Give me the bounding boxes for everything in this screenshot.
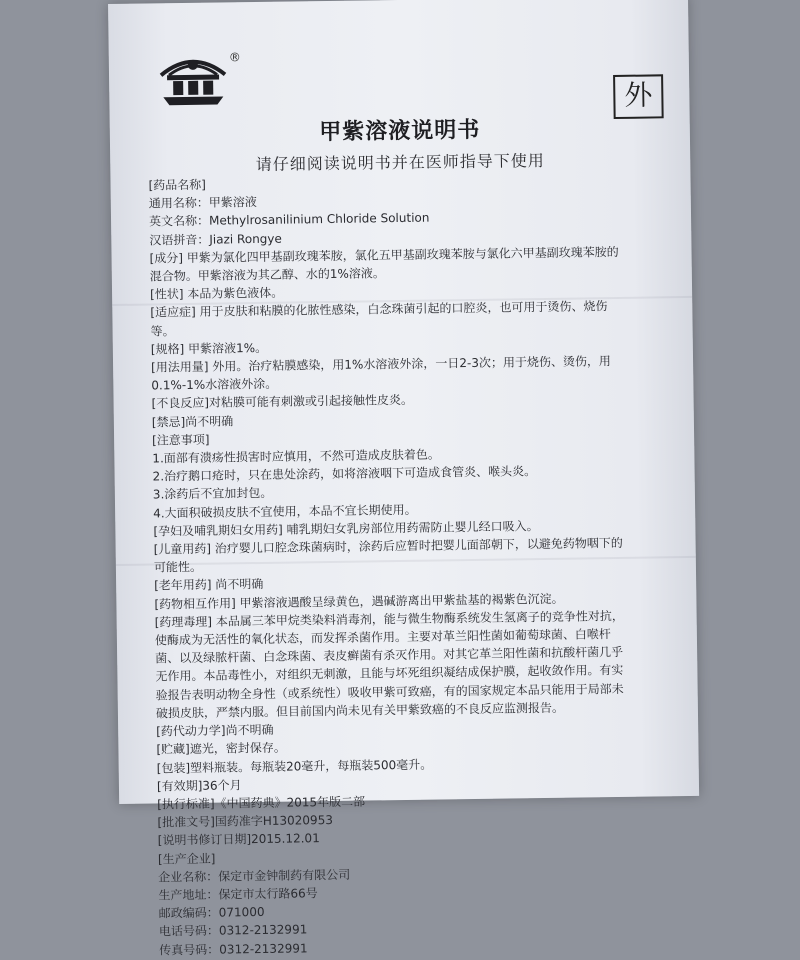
text-line: 企业名称：保定市金钟制药有限公司 [158, 867, 351, 885]
text-line: [批准文号]国药准字H13020953 [157, 813, 334, 830]
text-line: [执行标准]《中国药典》2015年版二部 [157, 794, 366, 812]
text-line: [成分] 甲紫为氯化四甲基副玫瑰苯胺，氯化五甲基副玫瑰苯胺与氯化六甲基副玫瑰苯胺的 [149, 244, 619, 266]
text-line: [适应症] 用于皮肤和粘膜的化脓性感染，白念珠菌引起的口腔炎，也可用于烫伤、烧伤 [150, 299, 608, 320]
text-line: 0.1%-1%水溶液外涂。 [151, 376, 278, 393]
text-line: 破损皮肤，严禁内服。但目前国内尚未见有关甲紫致癌的不良反应监测报告。 [155, 700, 565, 721]
text-line: [老年用药] 尚不明确 [154, 577, 264, 593]
text-line: [有效期]36个月 [156, 777, 242, 794]
text-line: 汉语拼音：Jiazi Rongye [149, 231, 282, 248]
text-line: 4.大面积破损皮肤不宜使用，本品不宜长期使用。 [153, 502, 417, 521]
instruction-leaflet [108, 0, 699, 957]
text-line: [药品名称] [148, 177, 207, 193]
page-title: 甲紫溶液说明书 [319, 117, 481, 146]
text-line: [不良反应]对粘膜可能有刺激或引起接触性皮炎。 [151, 393, 414, 411]
text-line: [用法用量] 外用。治疗粘膜感染，用1%水溶液外涂，一日2-3次；用于烧伤、烫伤，用 [151, 354, 611, 375]
text-line: [注意事项] [152, 432, 210, 448]
text-line: 传真号码：0312-2132991 [159, 940, 308, 957]
text-line: 混合物。甲紫溶液为其乙醇、水的1%溶液。 [149, 266, 385, 284]
text-line: 通用名称：甲紫溶液 [148, 195, 257, 211]
text-line: 使酶成为无活性的氧化状态，而发挥杀菌作用。主要对革兰阳性菌如葡萄球菌、白喉杆 [154, 627, 611, 648]
text-line: [药代动力学]尚不明确 [156, 722, 274, 739]
registered-mark: ® [228, 50, 241, 65]
text-line: 验报告表明动物全身性（或系统性）吸收甲紫可致癌，有的国家规定本品只能用于局部未 [155, 681, 624, 703]
text-line: 电话号码：0312-2132991 [158, 922, 308, 939]
company-logo [157, 44, 230, 107]
text-line: [孕妇及哺乳期妇女用药] 哺乳期妇女乳房部位用药需防止婴儿经口吸入。 [153, 518, 539, 539]
text-line: [禁忌]尚不明确 [151, 413, 234, 430]
text-line: [包装]塑料瓶装。每瓶装20毫升，每瓶装500毫升。 [156, 757, 433, 775]
text-line: [生产企业] [157, 851, 216, 866]
text-line: 英文名称：Methylrosanilinium Chloride Solution [148, 210, 430, 229]
text-line: [规格] 甲紫溶液1%。 [150, 340, 268, 357]
text-line: 菌、以及绿脓杆菌、白念珠菌、表皮癣菌有杀灭作用。对其它革兰阳性菌和抗酸杆菌几乎 [155, 645, 624, 666]
text-line: 3.涂药后不宜加封包。 [152, 486, 273, 502]
text-line: [儿童用药] 治疗婴儿口腔念珠菌病时，涂药后应暂时把婴儿面部朝下，以避免药物咽下的 [153, 535, 623, 557]
leaflet-body [148, 169, 689, 959]
text-line: 可能性。 [153, 560, 203, 575]
text-line: [贮藏]遮光，密封保存。 [156, 740, 286, 757]
text-line: 生产地址：保定市太行路66号 [158, 886, 318, 903]
text-line: [药物相互作用] 甲紫溶液遇酸呈绿黄色，遇碱游离出甲紫盐基的褐紫色沉淀。 [154, 591, 564, 612]
text-line: 1.面部有溃疡性损害时应慎用，不然可造成皮肤着色。 [152, 447, 440, 466]
text-line: [药理毒理] 本品属三苯甲烷类染料消毒剂，能与微生物酶系统发生氢离子的竞争性对抗， [154, 608, 624, 630]
text-line: 无作用。本品毒性小，对组织无刺激，且能与坏死组织凝结成保护膜，起收敛作用。有实 [155, 663, 624, 684]
text-line: 等。 [150, 323, 175, 339]
text-line: [说明书修订日期]2015.12.01 [157, 831, 320, 848]
page-subtitle: 请仔细阅读说明书并在医师指导下使用 [255, 150, 545, 175]
external-use-label: 外 [613, 74, 664, 119]
text-line: [性状] 本品为紫色液体。 [149, 285, 284, 302]
text-line: 邮政编码：071000 [158, 905, 265, 921]
text-line: 2.治疗鹅口疮时，只在患处涂药，如将溶液咽下可造成食管炎、喉头炎。 [152, 464, 537, 484]
